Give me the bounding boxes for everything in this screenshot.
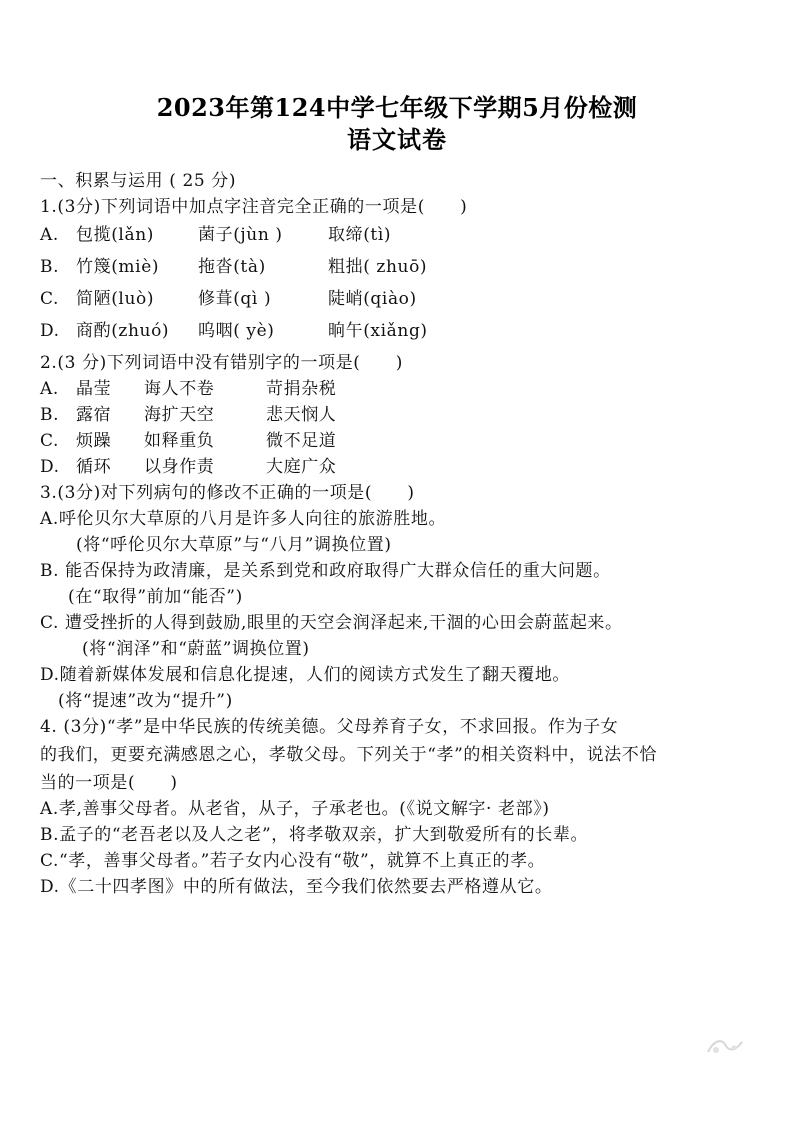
q1-option-a [40,224,458,246]
q3-option-b: B. 能否保持为政清廉，是关系到党和政府取得广大群众信任的重大问题。 [40,561,611,581]
exam-subtitle: 语文试卷 [347,125,447,154]
option-letter: D. [40,457,60,477]
option-word: 竹篾(miè) [76,257,160,277]
option-word: 以身作责 [144,457,215,477]
q2-option-a [40,378,336,400]
option-word: 陡峭(qiào) [328,289,417,309]
q3-option-c-note: (将“润泽”和“蔚蓝”调换位置) [82,639,310,659]
q4-stem-line-2: 的我们，更要充满感恩之心，孝敬父母。下列关于“孝”的相关资料中，说法不恰 [40,745,657,765]
option-word: 修葺(qì ) [198,289,272,309]
option-word: 如释重负 [144,431,215,451]
option-word: 循环 [76,457,112,477]
q2-stem: 2.(3 分)下列词语中没有错别字的一项是( ) [40,353,403,373]
option-word: 露宿 [76,405,112,425]
option-word: 海扩天空 [144,405,215,425]
q3-option-d-note: (将“提速”改为“提升”) [58,691,233,711]
q3-option-d: D.随着新媒体发展和信息化提速，人们的阅读方式发生了翻天覆地。 [40,665,571,685]
exam-title: 2023年第124中学七年级下学期5月份检测 [156,93,638,122]
option-word: 悲天悯人 [266,405,337,425]
option-word: 拖沓(tà) [198,257,266,277]
q4-option-a: A.孝,善事父母者。从老省，从子，子承老也。(《说文解字· 老部》) [40,799,550,819]
option-letter: D. [40,321,60,341]
option-letter: C. [40,289,60,309]
option-word: 粗拙( zhuō) [328,257,428,277]
q4-option-b: B.孟子的“老吾老以及人之老”，将孝敬双亲，扩大到敬爱所有的长辈。 [40,825,589,845]
section-heading: 一、积累与运用 ( 25 分) [40,171,237,191]
option-word: 取缔(tì) [328,225,392,245]
option-word: 微不足道 [266,431,337,451]
option-letter: B. [40,405,60,425]
q4-option-d: D.《二十四孝图》中的所有做法，至今我们依然要去严格遵从它。 [40,877,553,897]
q3-stem: 3.(3分)对下列病句的修改不正确的一项是( ) [40,483,415,503]
option-word: 晶莹 [76,379,112,399]
option-word: 诲人不卷 [144,379,215,399]
q4-stem-line-3: 当的一项是( ) [40,773,178,793]
option-word: 大庭广众 [266,457,337,477]
q4-stem-line-1: 4. (3分)“孝”是中华民族的传统美德。父母养育子女，不求回报。作为子女 [40,717,619,737]
q4-option-c: C.“孝，善事父母者。”若子女内心没有“敬”，就算不上真正的孝。 [40,851,546,871]
option-letter: A. [40,225,59,245]
q3-option-a: A.呼伦贝尔大草原的八月是许多人向往的旅游胜地。 [40,509,447,529]
option-letter: C. [40,431,60,451]
q3-option-b-note: (在“取得”前加“能否”) [68,587,243,607]
q2-option-b [40,404,336,426]
q1-stem: 1.(3分)下列词语中加点字注音完全正确的一项是( ) [40,197,468,217]
q3-option-c: C. 遭受挫折的人得到鼓励,眼里的天空会润泽起来,干涸的心田会蔚蓝起来。 [40,613,623,633]
option-word: 简陋(luò) [76,289,155,309]
option-letter: B. [40,257,60,277]
q2-option-c [40,430,336,452]
q1-option-c [40,288,458,310]
watermark-logo-icon [704,1030,746,1058]
option-letter: A. [40,379,59,399]
option-word: 苛捐杂税 [266,379,337,399]
q1-option-d [40,320,458,342]
q3-option-a-note: (将“呼伦贝尔大草原”与“八月”调换位置) [76,535,392,555]
q2-option-d [40,456,336,478]
option-word: 包揽(lǎn) [76,225,154,245]
option-word: 晌午(xiǎng) [328,321,428,341]
option-word: 呜咽( yè) [198,321,275,341]
option-word: 烦躁 [76,431,112,451]
option-word: 商酌(zhuó) [76,321,170,341]
q1-option-b [40,256,458,278]
option-word: 菌子(jùn ) [198,225,283,245]
